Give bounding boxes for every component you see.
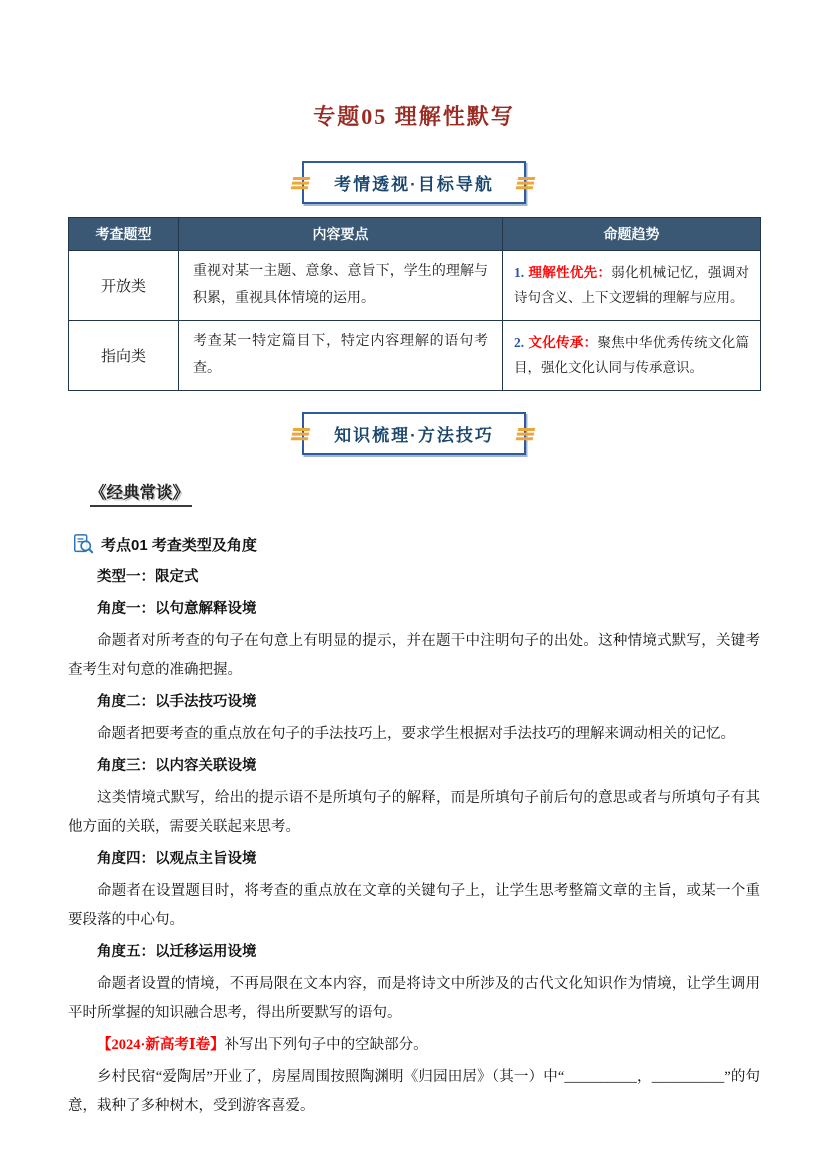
angle-heading-3: 角度三：以内容关联设境 <box>97 758 257 775</box>
exam-instruction: 补写出下列句子中的空缺部分。 <box>224 1037 428 1054</box>
table-row-directed-type <box>69 321 761 391</box>
angle-heading-4: 角度四：以观点主旨设境 <box>97 851 257 868</box>
cell-content-points: 重视对某一主题、意象、意旨下，学生的理解与积累，重视具体情境的运用。 <box>179 251 503 321</box>
exam-overview-banner-label: 考情透视·目标导航 <box>334 175 494 194</box>
banner-row-knowledge <box>68 412 760 455</box>
trend-highlight: 文化传承： <box>528 334 598 350</box>
cell-question-type: 开放类 <box>69 251 179 321</box>
banner-ornament-right-icon <box>518 428 536 431</box>
table-row-open-type <box>69 251 761 321</box>
banner-ornament-right-icon <box>518 177 536 180</box>
table-header-row <box>69 218 761 251</box>
cell-trend <box>503 321 761 391</box>
exam-source-label: 【2024·新高考Ⅰ卷】 <box>97 1037 225 1054</box>
knowledge-methods-banner <box>302 412 526 455</box>
body-paragraph: 命题者把要考查的重点放在句子的手法技巧上，要求学生根据对手法技巧的理解来调动相关的记忆。 <box>97 726 735 743</box>
trend-highlight: 理解性优先： <box>528 264 612 280</box>
angle-heading-1: 角度一：以句意解释设境 <box>97 601 257 618</box>
exam-overview-banner <box>302 161 526 204</box>
table-header-question-type: 考查题型 <box>69 218 179 251</box>
page-title: 专题05 理解性默写 <box>313 104 515 129</box>
body-paragraph: 命题者在设置题目时，将考查的重点放在文章的关键句子上，让学生思考整篇文章的主旨，或某一个重要段落的中心句。 <box>68 883 760 929</box>
kaodian-label: 考点01 考查类型及角度 <box>101 536 257 554</box>
kaodian-01-heading <box>72 533 760 555</box>
exam-question: 乡村民宿“爱陶居”开业了，房屋周围按照陶渊明《归园田居》（其一）中“__________，__________”的句意，栽种了多种树木，受到游客喜爱。 <box>68 1069 760 1115</box>
body-content <box>68 563 760 1121</box>
classic-talk-heading: 《经典常谈》 <box>90 479 192 507</box>
type-heading: 类型一：限定式 <box>97 569 199 586</box>
banner-ornament-left-icon <box>293 428 311 431</box>
trend-text: 弱化机械记忆，强调对诗句含义、上下文逻辑的理解与应用。 <box>514 264 750 305</box>
body-paragraph: 命题者对所考查的句子在句意上有明显的提示，并在题干中注明句子的出处。这种情境式默写，关键考查考生对句意的准确把握。 <box>68 633 760 679</box>
magnifier-doc-icon <box>72 533 94 555</box>
cell-trend <box>503 251 761 321</box>
table-header-content-points: 内容要点 <box>179 218 503 251</box>
banner-ornament-left-icon <box>293 177 311 180</box>
body-paragraph: 这类情境式默写，给出的提示语不是所填句子的解释，而是所填句子前后句的意思或者与所填句子有其他方面的关联，需要关联起来思考。 <box>68 790 760 836</box>
classic-talk-heading-row <box>68 479 760 507</box>
banner-row-overview <box>68 161 760 204</box>
cell-question-type: 指向类 <box>69 321 179 391</box>
angle-heading-2: 角度二：以手法技巧设境 <box>97 694 257 711</box>
angle-heading-5: 角度五：以迁移运用设境 <box>97 944 257 961</box>
trend-number: 1. <box>514 264 525 280</box>
exam-source-line <box>68 1031 760 1060</box>
exam-overview-table <box>68 217 761 391</box>
trend-number: 2. <box>514 334 525 350</box>
trend-text: 聚焦中华优秀传统文化篇目，强化文化认同与传承意识。 <box>514 334 749 375</box>
body-paragraph: 命题者设置的情境，不再局限在文本内容，而是将诗文中所涉及的古代文化知识作为情境，让学生调用平时所掌握的知识融合思考，得出所要默写的语句。 <box>68 976 760 1022</box>
table-header-trend: 命题趋势 <box>503 218 761 251</box>
knowledge-methods-banner-label: 知识梳理·方法技巧 <box>334 426 494 446</box>
cell-content-points: 考查某一特定篇目下，特定内容理解的语句考查。 <box>179 321 503 391</box>
